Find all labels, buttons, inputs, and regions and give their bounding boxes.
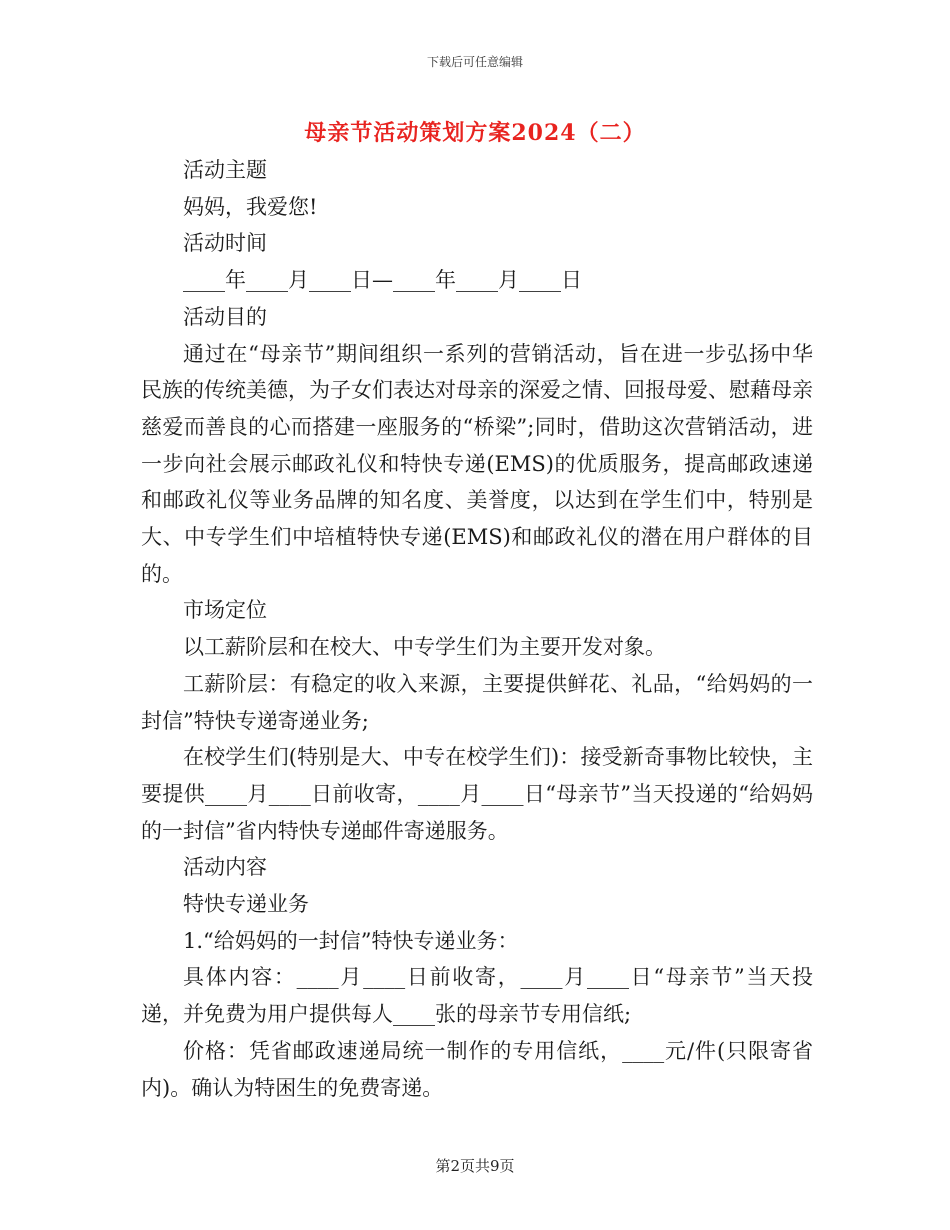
paragraph-specific-content: 具体内容：____月____日前收寄，____月____日“母亲节”当天投递，并免费为用户提供每人____张的母亲节专用信纸; [141, 965, 813, 1027]
document-body [141, 152, 813, 1106]
paragraph-students: 在校学生们(特别是大、中专在校学生们)：接受新奇事物比较快，主要提供____月____日前收寄，____月____日“母亲节”当天投递的“给妈妈的一封信”省内特快专递邮件寄递服务。 [141, 745, 813, 843]
document-title: 母亲节活动策划方案2024（二） [304, 120, 646, 146]
paragraph-date-range: ____年____月____日—____年____月____日 [183, 268, 582, 293]
heading-express-service: 特快专递业务 [183, 892, 309, 917]
paragraph-price: 价格：凭省邮政速递局统一制作的专用信纸，____元/件(只限寄省内)。确认为特困生的免费寄递。 [141, 1038, 813, 1100]
paragraph-purpose: 通过在“母亲节”期间组织一系列的营销活动，旨在进一步弘扬中华民族的传统美德，为子女们表达对母亲的深爱之情、回报母爱、慰藉母亲慈爱而善良的心而搭建一座服务的“桥梁”;同时，借助这次营销活动，进一步向社会展示邮政礼仪和特快专递(EMS)的优质服务，提高邮政速递和邮政礼仪等业务品牌的知名度、美誉度，以达到在学生们中，特别是大、中专学生们中培植特快专递(EMS)和邮政礼仪的潜在用户群体的目的。 [141, 341, 813, 586]
paragraph-target-audience: 以工薪阶层和在校大、中专学生们为主要开发对象。 [183, 635, 666, 660]
list-item-letter-service: 1.“给妈妈的一封信”特快专递业务： [183, 928, 519, 953]
paragraph-working-class: 工薪阶层：有稳定的收入来源，主要提供鲜花、礼品，“给妈妈的一封信”特快专递寄递业务; [141, 671, 813, 733]
heading-activity-purpose: 活动目的 [183, 304, 267, 329]
page-header: 下载后可任意编辑 [426, 55, 523, 69]
heading-market-position: 市场定位 [183, 598, 267, 623]
heading-activity-time: 活动时间 [183, 231, 267, 256]
heading-activity-theme: 活动主题 [183, 158, 267, 182]
page-number: 第2页共9页 [435, 1157, 515, 1175]
paragraph-theme-text: 妈妈，我爱您! [183, 194, 318, 219]
heading-activity-content: 活动内容 [183, 855, 267, 880]
